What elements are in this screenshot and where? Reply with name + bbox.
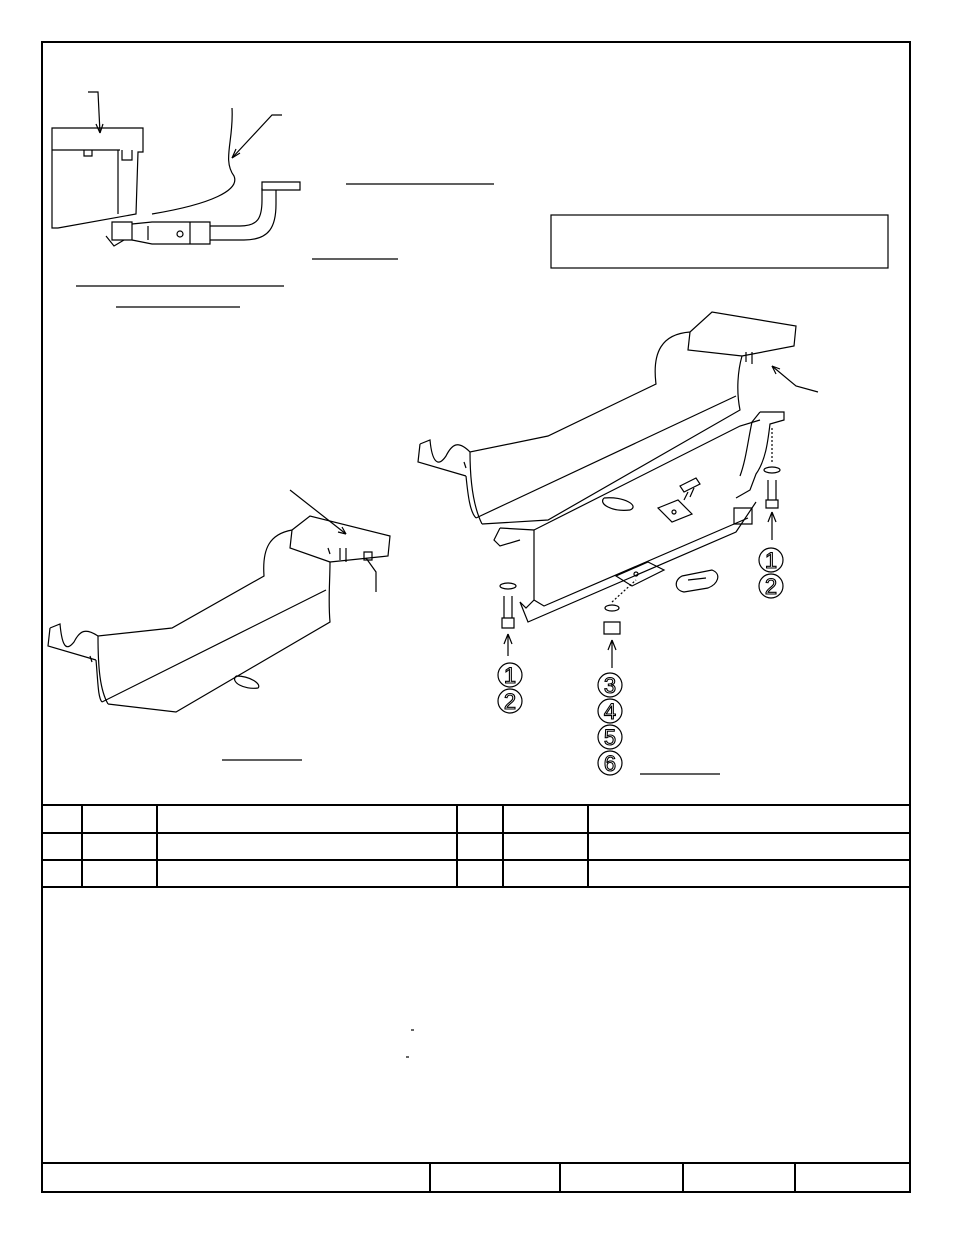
callout-number: 5 — [603, 725, 617, 750]
title-block — [42, 1163, 910, 1192]
side-view-illustration — [52, 92, 300, 246]
callout-number: 2 — [764, 574, 778, 599]
callout-number: 6 — [603, 751, 617, 776]
callout-group-nut-stack — [598, 673, 622, 776]
callout-number: 3 — [603, 673, 617, 698]
callout-number: 4 — [603, 699, 617, 724]
callout-group-center — [498, 663, 522, 714]
note-box — [551, 215, 888, 268]
right-assembly-illustration — [418, 312, 818, 668]
callout-number: 1 — [764, 548, 778, 573]
callout-number: 2 — [503, 689, 517, 714]
left-frame-rail-illustration — [48, 490, 390, 712]
callout-group-right — [759, 548, 783, 599]
callout-number: 1 — [503, 663, 517, 688]
parts-table — [42, 805, 910, 887]
